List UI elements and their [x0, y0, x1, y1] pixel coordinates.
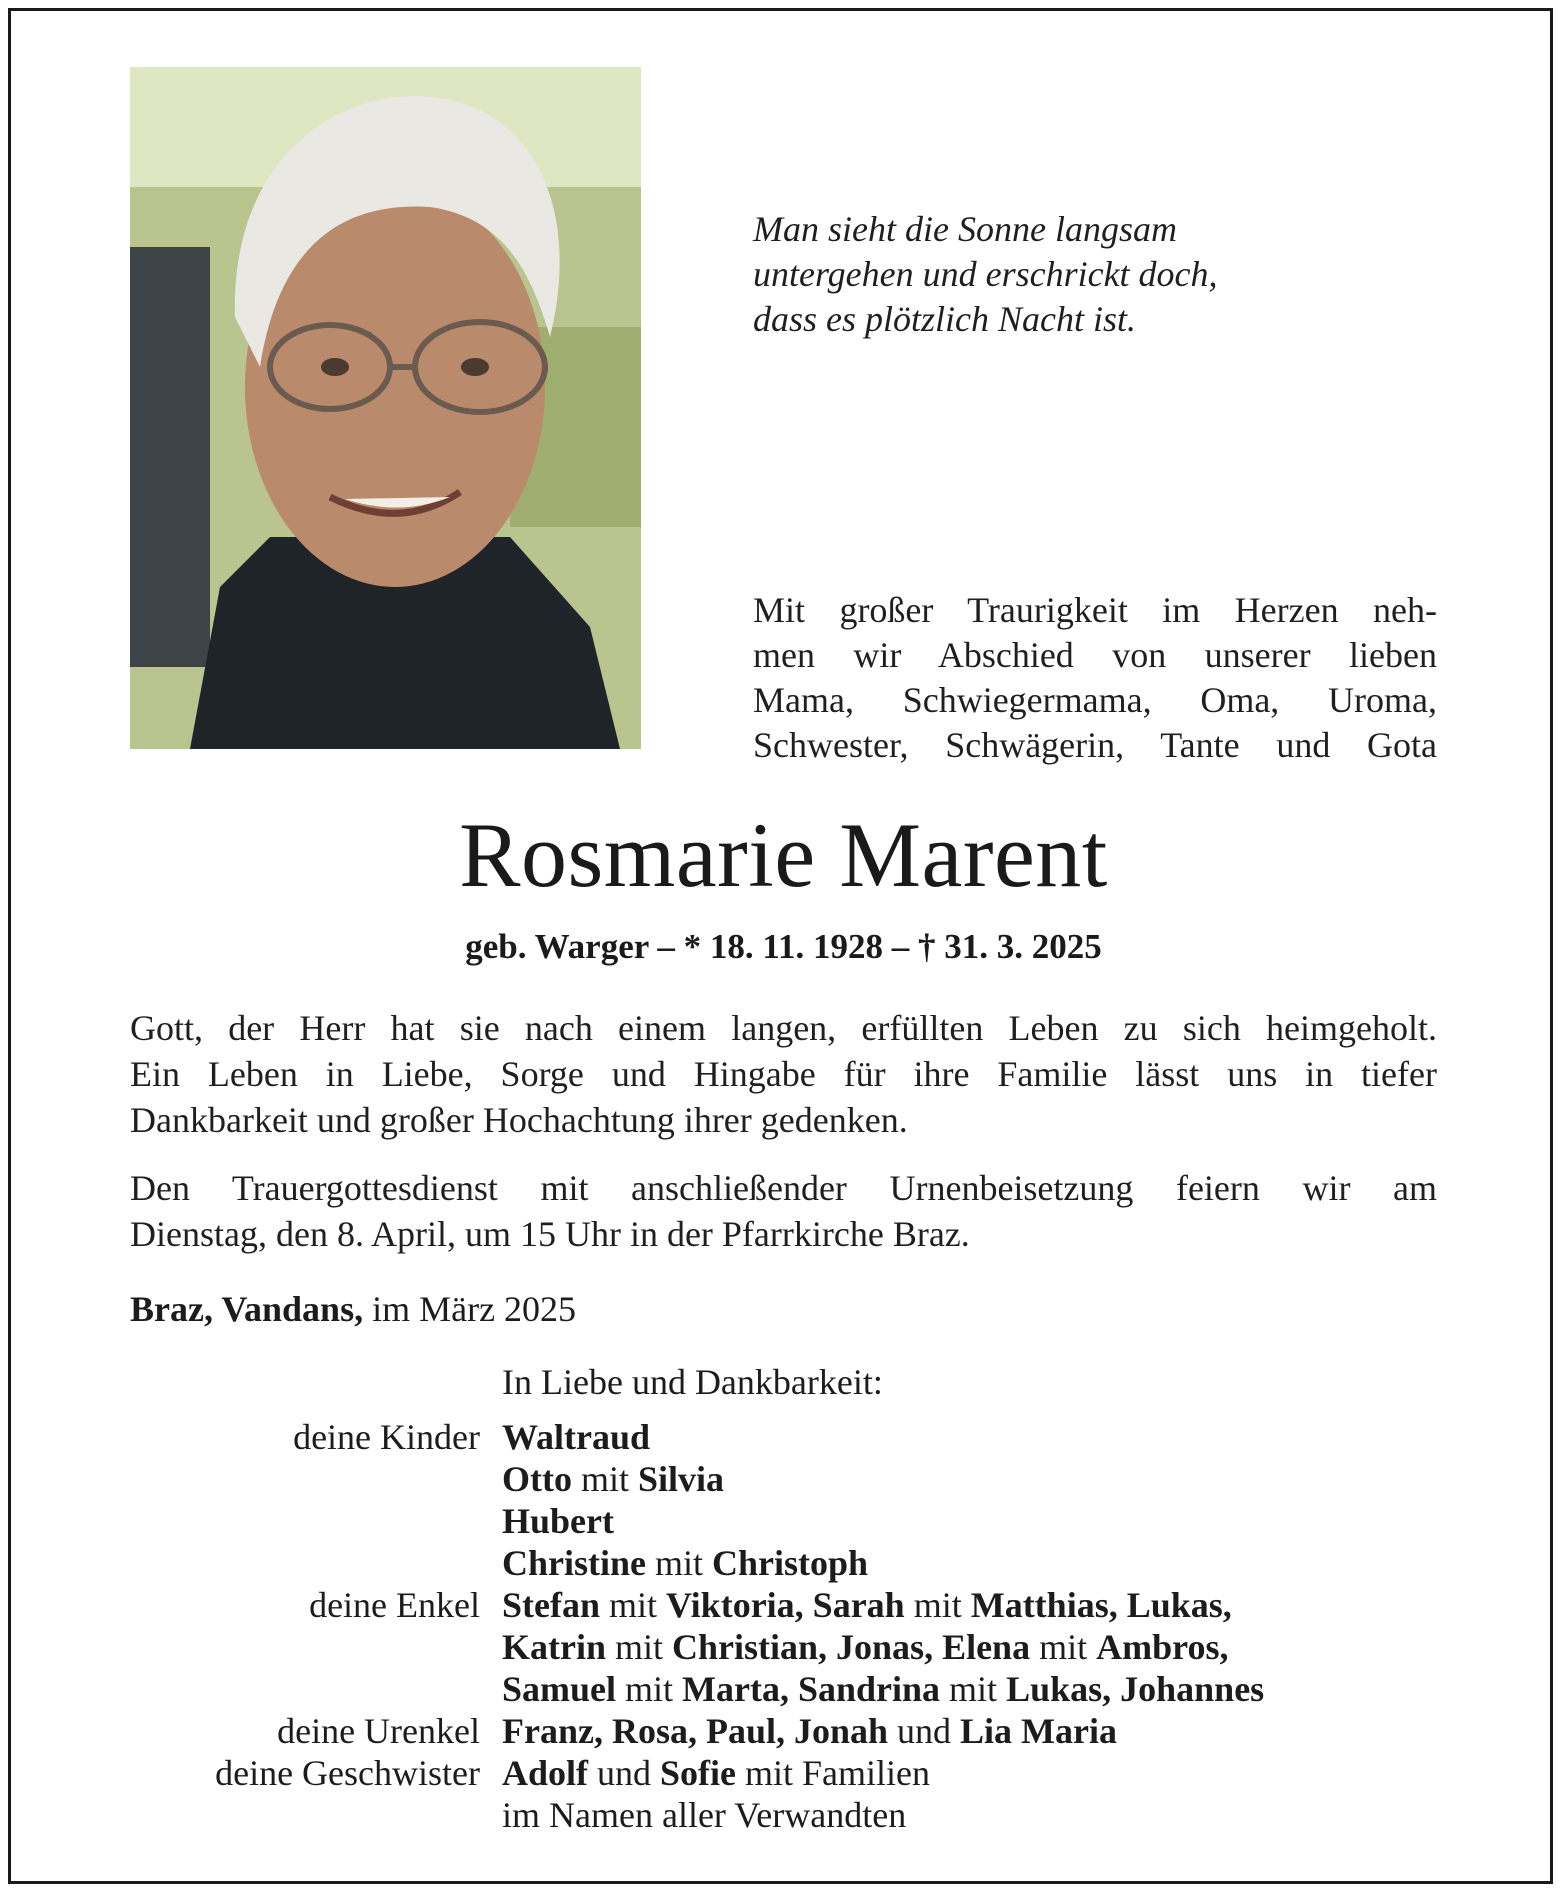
- relation-label: deine Enkel: [309, 1585, 480, 1625]
- connector-text: und: [588, 1753, 661, 1793]
- mourner-row: [0, 1542, 1567, 1584]
- portrait-photo: [130, 67, 641, 749]
- mourner-row: [0, 1668, 1567, 1710]
- mourner-row: [0, 1752, 1567, 1794]
- mourner-names: [502, 1458, 724, 1500]
- quote-line: Man sieht die Sonne langsam: [753, 209, 1177, 249]
- mourner-name: Stefan: [502, 1585, 600, 1625]
- mourner-name: Katrin: [502, 1627, 606, 1667]
- connector-text: mit: [904, 1585, 971, 1625]
- connector-text: mit Familien: [736, 1753, 931, 1793]
- mourner-name: Sofie: [660, 1753, 737, 1793]
- mourner-names: [502, 1794, 906, 1836]
- paragraph-line: Ein Leben in Liebe, Sorge und Hingabe für ihre Familie lässt uns in tiefer: [130, 1054, 1437, 1094]
- mourner-names: [502, 1584, 1232, 1626]
- intro-line: Schwester, Schwägerin, Tante und Gota: [753, 725, 1437, 765]
- mourner-names: [502, 1500, 614, 1542]
- relation-label: deine Urenkel: [277, 1711, 480, 1751]
- connector-text: mit: [571, 1459, 638, 1499]
- place-and-date: [130, 1286, 576, 1332]
- paragraph-line: Gott, der Herr hat sie nach einem langen, erfüllten Leben zu sich heimgeholt.: [130, 1008, 1437, 1048]
- mourner-row: [0, 1584, 1567, 1626]
- mourner-name: Franz, Rosa, Paul, Jonah: [502, 1711, 889, 1751]
- mourner-name: Waltraud: [502, 1417, 651, 1457]
- deceased-name: Rosmarie Marent: [459, 804, 1108, 906]
- mourner-names: [502, 1710, 1117, 1752]
- mourner-name: Christian, Jonas, Elena: [672, 1627, 1031, 1667]
- mourner-name: Christoph: [712, 1543, 869, 1583]
- mourner-name: Ambros,: [1096, 1627, 1229, 1667]
- mourner-names: [502, 1752, 930, 1794]
- connector-text: mit: [646, 1543, 713, 1583]
- mourner-names: [502, 1416, 650, 1458]
- closing-line: In Liebe und Dankbarkeit:: [502, 1362, 883, 1402]
- intro-line: Mit großer Traurigkeit im Herzen neh-: [753, 590, 1437, 630]
- mourner-row: [0, 1626, 1567, 1668]
- mourners-list: [0, 1416, 1567, 1836]
- intro-line: Mama, Schwiegermama, Oma, Uroma,: [753, 680, 1437, 720]
- connector-text: im Namen aller Verwandten: [502, 1795, 907, 1835]
- mourner-name: Adolf: [502, 1753, 589, 1793]
- mourner-row: [0, 1500, 1567, 1542]
- mourner-names: [502, 1668, 1264, 1710]
- quote-line: dass es plötzlich Nacht ist.: [753, 299, 1137, 339]
- connector-text: mit: [1030, 1627, 1097, 1667]
- mourner-name: Matthias, Lukas,: [970, 1585, 1232, 1625]
- paragraph-line: Den Trauergottesdienst mit anschließender Urnenbeisetzung feiern wir am: [130, 1168, 1437, 1208]
- mourner-row: [0, 1710, 1567, 1752]
- mourner-name: Viktoria, Sarah: [666, 1585, 905, 1625]
- farewell-intro: [753, 588, 1437, 768]
- place-names: Braz, Vandans,: [130, 1289, 364, 1329]
- quote-line: untergehen und erschrickt doch,: [753, 254, 1218, 294]
- mourner-names: [502, 1626, 1228, 1668]
- life-dates: geb. Warger – * 18. 11. 1928 – † 31. 3. 2025: [465, 927, 1102, 966]
- paragraph-farewell: [130, 1005, 1437, 1143]
- mourner-name: Otto: [502, 1459, 572, 1499]
- relation-label: deine Kinder: [293, 1417, 480, 1457]
- mourner-row: [0, 1458, 1567, 1500]
- mourner-name: Marta, Sandrina: [682, 1669, 941, 1709]
- paragraph-line: Dienstag, den 8. April, um 15 Uhr in der Pfarrkirche Braz.: [130, 1214, 970, 1254]
- date-text: im März 2025: [363, 1289, 577, 1329]
- mourner-name: Samuel: [502, 1669, 617, 1709]
- mourner-row: [0, 1416, 1567, 1458]
- mourner-names: [502, 1542, 868, 1584]
- memorial-quote: [753, 207, 1218, 342]
- mourner-name: Lia Maria: [960, 1711, 1118, 1751]
- relation-label: deine Geschwister: [215, 1753, 480, 1793]
- connector-text: mit: [600, 1585, 667, 1625]
- mourner-name: Christine: [502, 1543, 646, 1583]
- mourner-row: [0, 1794, 1567, 1836]
- intro-line: men wir Abschied von unserer lieben: [753, 635, 1437, 675]
- mourner-name: Lukas, Johannes: [1006, 1669, 1265, 1709]
- mourner-name: Silvia: [638, 1459, 725, 1499]
- connector-text: mit: [940, 1669, 1007, 1709]
- portrait-illustration: [130, 67, 641, 749]
- mourner-name: Hubert: [502, 1501, 614, 1541]
- connector-text: mit: [616, 1669, 683, 1709]
- connector-text: und: [888, 1711, 961, 1751]
- paragraph-service: [130, 1165, 1437, 1257]
- paragraph-line: Dankbarkeit und großer Hochachtung ihrer gedenken.: [130, 1100, 908, 1140]
- connector-text: mit: [606, 1627, 673, 1667]
